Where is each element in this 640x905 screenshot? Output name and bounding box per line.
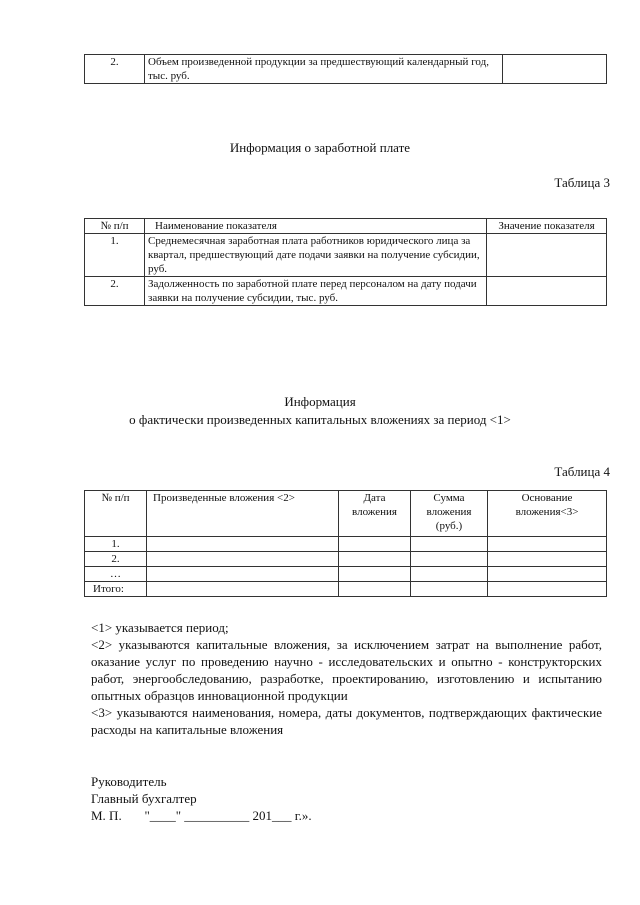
table-header-row [85,491,607,537]
footnotes [91,619,602,738]
stamp-date-line: М. П. "____" __________ 201___ г.». [91,808,312,823]
top-table [84,54,607,84]
row-number: … [85,567,147,582]
table-row [85,55,607,84]
capital-heading: Информация [284,394,356,409]
header-basis: Основание вложения<3> [488,491,607,537]
table-row [85,537,607,552]
header-date: Дата вложения [339,491,411,537]
row-value [503,55,607,84]
table-row [85,567,607,582]
director-label: Руководитель [91,774,167,789]
header-num: № п/п [85,219,145,234]
table-3-label: Таблица 3 [554,175,610,190]
footnote-1: <1> указывается период; [91,620,229,635]
row-indicator: Среднемесячная заработная плата работников юридического лица за квартал, предшествующий дате подачи заявки на получение субсидии, руб. [145,234,487,277]
table-row [85,552,607,567]
header-investments: Произведенные вложения <2> [147,491,339,537]
table-row [85,234,607,277]
row-number: 2. [85,277,145,306]
header-num: № п/п [85,491,147,537]
row-value [487,234,607,277]
row-indicator: Объем произведенной продукции за предшествующий календарный год, тыс. руб. [145,55,503,84]
salary-table [84,218,607,306]
row-total-label: Итого: [85,582,147,597]
row-number: 1. [85,234,145,277]
table-4-label: Таблица 4 [554,464,610,479]
accountant-label: Главный бухгалтер [91,791,197,806]
header-sum: Сумма вложения (руб.) [411,491,488,537]
capital-subheading: о фактически произведенных капитальных вложениях за период <1> [129,412,511,427]
table-header-row [85,219,607,234]
salary-heading: Информация о заработной плате [229,140,411,155]
footnote-3: <3> указываются наименования, номера, даты документов, подтверждающих фактические расходы на капитальные вложения [91,705,602,737]
row-indicator: Задолженность по заработной плате перед персоналом на дату подачи заявки на получение субсидии, тыс. руб. [145,277,487,306]
row-number: 2. [85,55,145,84]
header-value: Значение показателя [487,219,607,234]
row-number: 2. [85,552,147,567]
capital-table [84,490,607,597]
row-value [487,277,607,306]
footnote-2: <2> указываются капитальные вложения, за исключением затрат на выполнение работ, оказание услуг по проведению научно - исследовательских и опытно - конструкторских работ, энергообследованию, разработке, проектированию, изготовлению и испытанию опытных образцов инновационной продукции [91,637,602,703]
row-number: 1. [85,537,147,552]
header-name: Наименование показателя [145,219,487,234]
table-total-row [85,582,607,597]
table-row [85,277,607,306]
